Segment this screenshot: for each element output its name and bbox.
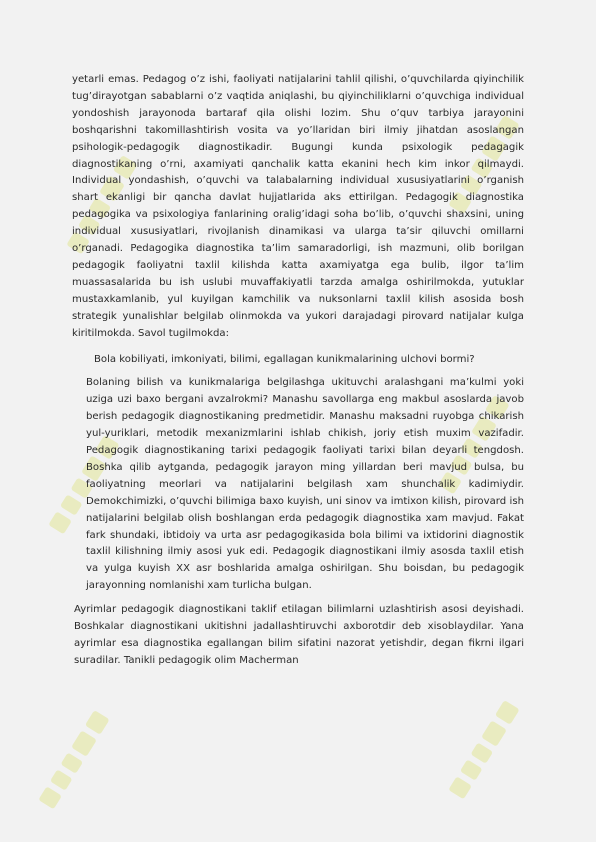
document-body xyxy=(72,72,524,670)
question-line: Bola kobiliyati, imkoniyati, bilimi, egallagan kunikmalarining ulchovi bormi? xyxy=(94,353,475,365)
watermark-logo xyxy=(35,704,115,811)
body-paragraph-2: Bolaning bilish va kunikmalariga belgilashga ukituvchi aralashgani ma’kulmi yoki uziga uzi baxo bergani avzalrokmi? Manashu savollarga eng makbul asoslarda javob berish pedagogik diagnostikaning predmetidir. Manashu maksadni ruyobga chikarish yul-yuriklari, metodik mexanizmlarini ishlab chikish, joriy etish muxim vazifadir. Pedagogik diagnostikaning tarixi pedagogik faoliyati tarixi bilan deyarli tengdosh. Boshka qilib aytganda, pedagogik jarayon ming yillardan beri mavjud bulsa, bu faoliyatning meorlari va natijalarini belgilash xam shunchalik kadimiydir. Demokchimizki, o’quvchi bilimiga baxo kuyish, uni sinov va imtixon kilish, pirovard ish natijalarini belgilab olish boshlangan erda pedagogik diagnostika xam mavjud. Fakat fark shundaki, ibtidoiy va urta asr pedagogikasida bola bilimi va ixtidorini diagnostik taxlil kilishning ilmiy asosi yuk edi. Pedagogik diagnostikani ilmiy asosda taxlil etish va yulga kuyish XX asr boshlarida amalga oshirilgan. Shu boisdan, bu pedagogik jarayonning nomlanishi xam turlicha bulgan. xyxy=(86,377,524,592)
watermark-shape xyxy=(445,694,525,801)
watermark-logo xyxy=(445,694,525,801)
body-paragraph-1: yetarli emas. Pedagog o’z ishi, faoliyati natijalarini tahlil qilishi, o’quvchilarda qiyinchilik tug’dirayotgan sabablarni o’z vaqtida aniqlashi, bu qiyinchiliklarni o’quvchiga individual yondoshish jarayonoda bartaraf qila olishi lozim. Shu o’quv tarbiya jarayonini boshqarishni takomillashtirish vosita va yo’llaridan biri ilmiy jihatdan asoslangan psihologik-pedagogik diagnostikadir. Bugungi kunda psixologik pedagagik diagnostikaning o’rni, axamiyati qanchalik katta ekanini hech kim inkor qilmaydi. Individual yondashish, o’quvchi va talabalarning individual xususiyatlarini o’rganish shart ekanligi bir qancha davlat hujjatlarida aks ettirilgan. Pedagogik diagnostika pedagogika va psixologiya fanlarining oralig’idagi soha bo’lib, o’quvchi shaxsini, uning individual xususiyatlari, rivojlanish dinamikasi va ularga ta’sir qiluvchi omillarni o’rganadi. Pedagogika diagnostika ta’lim samaradorligi, ish mazmuni, olib borilgan pedagogik faoliyatni taxlil kilishda katta axamiyatga ega bulib, ilgor ta’lim muassasalarida bu ish uslubi muvaffakiyatli tarzda amalga oshirilmokda, yutuklar mustaxkamlanib, yul kuyilgan kamchilik va nuksonlarni taxlil kilish asosida bosh strategik yunalishlar belgilab olinmokda va yukori darajadagi pirovard natijalar kulga kiritilmokda. Savol tugilmokda: xyxy=(72,74,524,339)
body-paragraph-3: Ayrimlar pedagogik diagnostikani taklif etilagan bilimlarni uzlashtirish asosi deyishadi. Boshkalar diagnostikani ukitishni jadallashtiruvchi axborotdir deb xisoblaydilar. Yana ayrimlar esa diagnostika egallangan bilim sifatini nazorat yetishdir, degan fikrni ilgari suradilar. Tanikli pedagogik olim Macherman xyxy=(74,604,524,666)
watermark-shape xyxy=(35,704,115,811)
